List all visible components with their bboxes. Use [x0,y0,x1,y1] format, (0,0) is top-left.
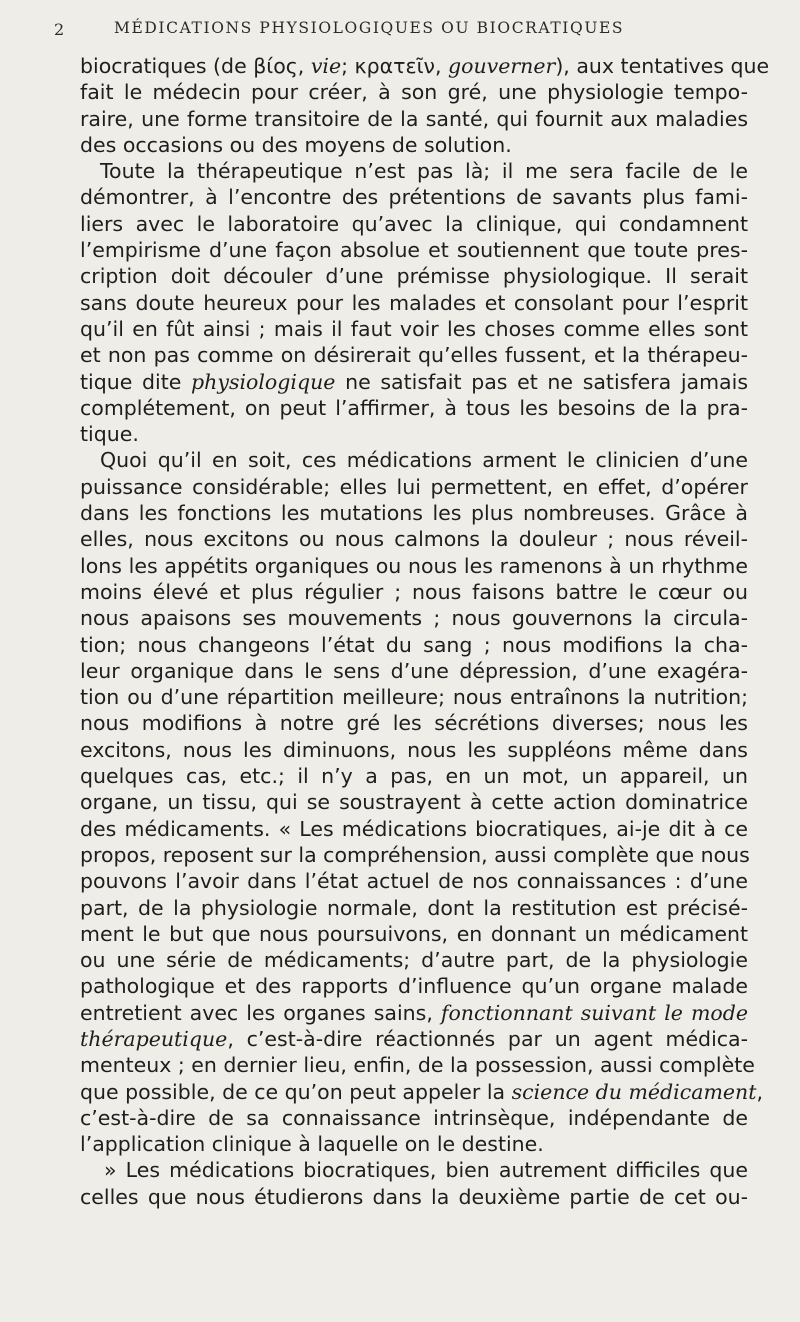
text-line [80,1157,748,1183]
text-run: c’est-à-dire de sa connaissance intrinsèque, indépendante de [80,1105,748,1130]
text-line [80,369,748,395]
text-run: puissance considérable; elles lui permettent, en effet, d’opérer [80,474,748,499]
text-run: organe, un tissu, qui se soustrayent à cette action dominatrice [80,790,748,815]
text-run: tique dite [80,369,192,394]
page-number: 2 [54,20,65,39]
text-line [80,500,748,526]
text-line [80,263,748,289]
paragraph [80,447,763,1157]
text-line [80,737,748,763]
text-run: pouvons l’avoir dans l’état actuel de nos connaissances : d’une [80,869,748,894]
text-run: propos, reposent sur la compréhension, aussi complète que nous [80,842,750,867]
text-line [80,132,748,158]
italic-text: gouverner [447,54,556,78]
text-run: que possible, de ce qu’on peut appeler la [80,1079,512,1104]
italic-text: thérapeutique [80,1026,228,1051]
text-line [80,763,748,789]
text-line [80,1184,748,1210]
text-run: qu’il en fût ainsi ; mais il faut voir les choses comme elles sont [80,316,748,341]
text-line [80,342,748,368]
text-line [80,184,748,210]
text-run: Quoi qu’il en soit, ces médications arment le clinicien d’une [100,448,748,473]
italic-text: fonctionnant suivant le mode [440,1000,748,1025]
text-line [80,816,748,842]
text-run: complétement, on peut l’affirmer, à tous les besoins de la pra- [80,395,748,420]
text-line [80,1000,748,1026]
text-run: fait le médecin pour créer, à son gré, une physiologie tempo- [80,80,748,105]
text-run: menteux ; en dernier lieu, enfin, de la possession, aussi complète [80,1053,755,1078]
text-run: liers avec le laboratoire qu’avec la clinique, qui condamnent [80,211,748,236]
text-line [80,421,748,447]
text-line [80,526,748,552]
paragraph [80,158,748,447]
text-run: elles, nous excitons ou nous calmons la douleur ; nous réveil- [80,527,748,552]
text-run: quelques cas, etc.; il n’y a pas, en un mot, un appareil, un [80,764,748,789]
text-run: sans doute heureux pour les malades et consolant pour l’esprit [80,290,748,315]
text-run: biocratiques (de βίος, [80,54,311,78]
text-line [80,947,748,973]
text-run: nous modifions à notre gré les sécrétions diverses; nous les [80,711,748,736]
text-run: ment le but que nous poursuivons, en donnant un médicament [80,921,748,946]
text-line [80,1026,748,1052]
italic-text: physiologique [191,369,336,394]
text-line [80,632,748,658]
text-run: ; κρατεῖν, [341,54,448,78]
text-line [80,842,748,868]
text-run: part, de la physiologie normale, dont la restitution est précisé- [80,895,748,920]
paragraph [80,53,770,158]
text-line [80,658,748,684]
text-line [80,553,748,579]
text-line [80,211,748,237]
text-run: entretient avec les organes sains, [80,1000,441,1025]
text-line [80,237,748,263]
text-line [80,710,748,736]
text-run: cription doit découler d’une prémisse physiologique. Il serait [80,264,748,289]
text-run: Toute la thérapeutique n’est pas là; il me sera facile de le [100,159,748,184]
text-run: , [756,1079,763,1104]
running-head: MÉDICATIONS PHYSIOLOGIQUES OU BIOCRATIQUES [114,19,625,37]
text-run: des médicaments. « Les médications biocratiques, ai-je dit à ce [80,816,748,841]
text-line [80,79,748,105]
text-line [80,316,748,342]
text-run: » Les médications biocratiques, bien autrement difficiles que [104,1158,748,1183]
text-run: leur organique dans le sens d’une dépression, d’une exagéra- [80,658,748,683]
text-line [80,1079,763,1105]
text-line [80,158,748,184]
text-run: dans les fonctions les mutations les plus nombreuses. Grâce à [80,501,748,526]
text-run: , c’est-à-dire réactionnés par un agent médica- [227,1026,748,1051]
text-line [80,579,748,605]
text-run: celles que nous étudierons dans la deuxième partie de cet ou- [80,1184,748,1209]
text-run: raire, une forme transitoire de la santé, qui fournit aux maladies [80,106,748,131]
text-line [80,868,748,894]
text-line [80,921,748,947]
italic-text: vie [310,54,342,78]
text-run: l’application clinique à laquelle on le destine. [80,1132,544,1157]
text-run: tion; nous changeons l’état du sang ; nous modifions la cha- [80,632,748,657]
text-line [80,53,770,79]
text-line [80,684,748,710]
text-line [80,789,748,815]
text-line [80,973,748,999]
text-line [80,1131,748,1157]
text-run: tique. [80,422,139,447]
quoted-paragraph [80,1157,748,1210]
text-run: tion ou d’une répartition meilleure; nous entraînons la nutrition; [80,685,748,710]
text-run: lons les appétits organiques ou nous les ramenons à un rhythme [80,553,748,578]
italic-text: science du médicament [511,1079,757,1104]
text-line [80,1105,748,1131]
body-text [80,53,770,1210]
text-run: excitons, nous les diminuons, nous les suppléons même dans [80,737,748,762]
text-line [80,106,748,132]
text-line [80,1052,755,1078]
text-run: ), aux tentatives que [555,54,770,78]
text-run: moins élevé et plus régulier ; nous faisons battre le cœur ou [80,579,748,604]
text-line [80,895,748,921]
text-run: pathologique et des rapports d’influence qu’un organe malade [80,974,748,999]
text-run: nous apaisons ses mouvements ; nous gouvernons la circula- [80,606,748,631]
text-line [80,447,748,473]
text-run: ou une série de médicaments; d’autre part, de la physiologie [80,948,748,973]
text-line [80,474,748,500]
text-run: démontrer, à l’encontre des prétentions de savants plus fami- [80,185,748,210]
text-run: ne satisfait pas et ne satisfera jamais [335,369,748,394]
text-run: des occasions ou des moyens de solution. [80,132,512,157]
text-line [80,290,748,316]
text-run: et non pas comme on désirerait qu’elles fussent, et la thérapeu- [80,343,748,368]
text-run: l’empirisme d’une façon absolue et soutiennent que toute pres- [80,238,748,263]
text-line [80,605,748,631]
text-line [80,395,748,421]
